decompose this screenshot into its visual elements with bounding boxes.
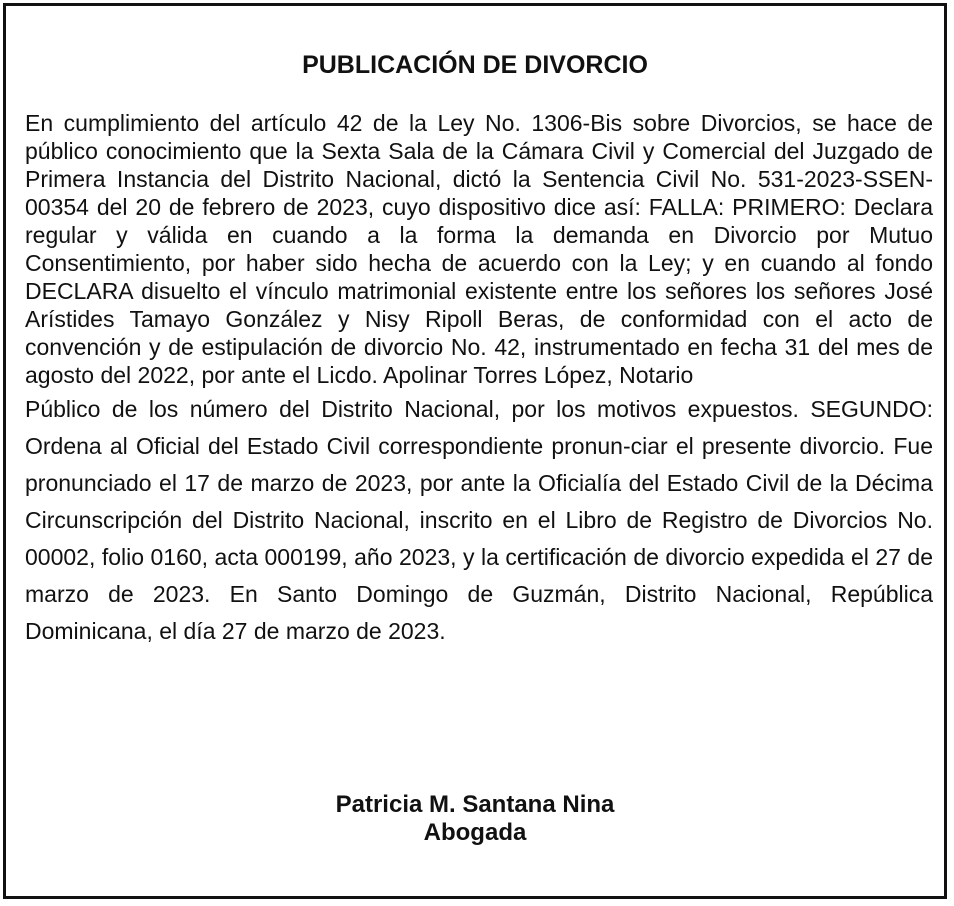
signatory-name: Patricia M. Santana Nina: [335, 791, 615, 818]
signatory-role: Abogada: [423, 819, 527, 846]
notice-frame: [3, 3, 947, 899]
notice-body: [25, 109, 933, 650]
signature-block: [6, 791, 944, 847]
notice-body-part-2: Público de los número del Distrito Nacional, por los motivos expuestos. SEGUNDO: Ordena al Oficial del Estado Civil correspondiente pronun-ciar el presente divorcio. Fue pronunciado el 17 de marzo de 2023, por ante la Oficialía del Estado Civil de la Décima Circunscripción del Distrito Nacional, inscrito en el Libro de Registro de Divorcios No. 00002, folio 0160, acta 000199, año 2023, y la certificación de divorcio expedida el 27 de marzo de 2023. En Santo Domingo de Guzmán, Distrito Nacional, República Dominicana, el día 27 de marzo de 2023.: [25, 396, 933, 644]
notice-title: PUBLICACIÓN DE DIVORCIO: [302, 51, 648, 79]
notice-body-part-1: En cumplimiento del artículo 42 de la Ley No. 1306-Bis sobre Divorcios, se hace de público conocimiento que la Sexta Sala de la Cámara Civil y Comercial del Juzgado de Primera Instancia del Distrito Nacional, dictó la Sentencia Civil No. 531-2023-SSEN-00354 del 20 de febrero de 2023, cuyo dispositivo dice así: FALLA: PRIMERO: Declara regular y válida en cuando a la forma la demanda en Divorcio por Mutuo Consentimiento, por haber sido hecha de acuerdo con la Ley; y en cuando al fondo DECLARA disuelto el vínculo matrimonial existente entre los señores los señores José Arístides Tamayo González y Nisy Ripoll Beras, de conformidad con el acto de convención y de estipulación de divorcio No. 42, instrumentado en fecha 31 del mes de agosto del 2022, por ante el Licdo. Apolinar Torres López, Notario: [25, 110, 933, 388]
